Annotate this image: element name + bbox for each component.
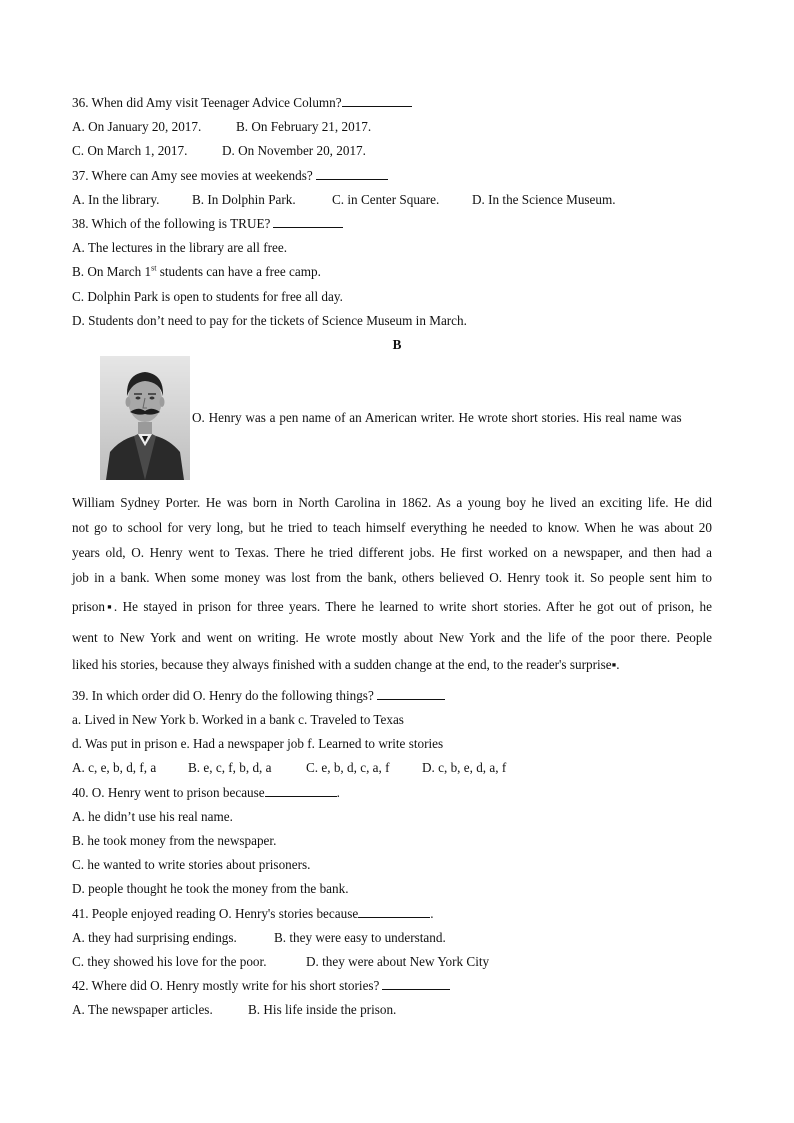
question-39-stem: 39. In which order did O. Henry do the following things? xyxy=(72,687,374,703)
option-40-a[interactable]: A. he didn’t use his real name. xyxy=(72,808,233,824)
answer-blank-39[interactable] xyxy=(377,687,445,700)
question-36-options-row2 xyxy=(72,142,722,166)
option-39-b[interactable]: B. e, c, f, b, d, a xyxy=(188,760,272,776)
option-41-d[interactable]: D. they were about New York City xyxy=(306,953,490,969)
option-41-a[interactable]: A. they had surprising endings. xyxy=(72,929,237,945)
option-36-a[interactable]: A. On January 20, 2017. xyxy=(72,119,202,135)
question-39-options xyxy=(72,759,722,783)
bio-line: job in a bank. When some money was lost from the bank, others believed O. Henry took it. So people sent him to xyxy=(72,569,712,585)
option-36-d[interactable]: D. On November 20, 2017. xyxy=(222,143,366,159)
option-38-b-sup: st xyxy=(151,263,157,273)
question-41-stem: 41. People enjoyed reading O. Henry's stories because xyxy=(72,905,359,921)
question-36 xyxy=(72,94,722,118)
option-41-c[interactable]: C. they showed his love for the poor. xyxy=(72,953,267,969)
bio-line: William Sydney Porter. He was born in North Carolina in 1862. As a young boy he lived an exciting life. He did xyxy=(72,494,712,510)
question-39-items-2: d. Was put in prison e. Had a newspaper job f. Learned to write stories xyxy=(72,736,444,752)
option-41-b[interactable]: B. they were easy to understand. xyxy=(274,929,446,945)
option-39-c[interactable]: C. e, b, d, c, a, f xyxy=(306,760,390,776)
option-40-c[interactable]: C. he wanted to write stories about prisoners. xyxy=(72,857,311,873)
option-38-a[interactable]: A. The lectures in the library are all free. xyxy=(72,240,288,256)
question-36-options-row1 xyxy=(72,118,722,142)
question-42-stem: 42. Where did O. Henry mostly write for his short stories? xyxy=(72,978,380,994)
option-36-b[interactable]: B. On February 21, 2017. xyxy=(236,119,372,135)
option-36-c[interactable]: C. On March 1, 2017. xyxy=(72,143,188,159)
question-37-stem: 37. Where can Amy see movies at weekends? xyxy=(72,167,313,183)
question-42 xyxy=(72,977,722,1001)
answer-blank-41[interactable] xyxy=(358,905,430,918)
option-37-b[interactable]: B. In Dolphin Park. xyxy=(192,191,296,207)
bio-paragraph xyxy=(72,494,712,687)
bio-line: went to New York and went on writing. He wrote mostly about New York and the life of the poor there. People xyxy=(72,629,712,645)
bio-line: years old, O. Henry went to Texas. There he tried different jobs. He first worked on a newspaper, and then had a xyxy=(72,544,712,560)
question-41 xyxy=(72,905,722,929)
bio-line: liked his stories, because they always finished with a sudden change at the end, to the reader's surprise▪. xyxy=(72,656,620,672)
bio-header xyxy=(72,356,722,494)
answer-blank-37[interactable] xyxy=(316,167,388,180)
question-36-stem: 36. When did Amy visit Teenager Advice Column? xyxy=(72,95,342,110)
portrait-photo-icon xyxy=(100,356,190,480)
worksheet-page xyxy=(72,94,722,1026)
option-38-c[interactable]: C. Dolphin Park is open to students for free all day. xyxy=(72,288,343,304)
question-41-end: . xyxy=(430,905,434,921)
option-38-b-post: students can have a free camp. xyxy=(156,264,321,280)
option-39-a[interactable]: A. c, e, b, d, f, a xyxy=(72,760,157,776)
question-40 xyxy=(72,784,722,808)
section-b-title: B xyxy=(392,336,402,352)
option-42-a[interactable]: A. The newspaper articles. xyxy=(72,1002,213,1018)
question-41-options-row2 xyxy=(72,953,722,977)
bio-line: not go to school for very long, but he tried to teach himself everything he needed to know. When he was about 20 xyxy=(72,519,712,535)
answer-blank-38[interactable] xyxy=(273,215,343,228)
option-42-b[interactable]: B. His life inside the prison. xyxy=(248,1002,397,1018)
option-37-d[interactable]: D. In the Science Museum. xyxy=(472,191,616,207)
answer-blank-42[interactable] xyxy=(382,977,450,990)
question-40-end: . xyxy=(336,784,340,800)
answer-blank-40[interactable] xyxy=(265,784,337,797)
question-42-options xyxy=(72,1001,722,1025)
bio-first-line: O. Henry was a pen name of an American writer. He wrote short stories. His real name was xyxy=(192,409,682,425)
question-39 xyxy=(72,687,722,711)
option-40-b[interactable]: B. he took money from the newspaper. xyxy=(72,833,277,848)
answer-blank-36[interactable] xyxy=(342,94,412,107)
bio-line: prison▪. He stayed in prison for three years. There he learned to write short stories. After he got out of prison, he xyxy=(72,598,712,614)
option-37-c[interactable]: C. in Center Square. xyxy=(332,191,440,207)
question-37-options xyxy=(72,191,722,215)
option-39-d[interactable]: D. c, b, e, d, a, f xyxy=(422,760,507,776)
question-40-stem: 40. O. Henry went to prison because xyxy=(72,784,265,800)
option-38-b-pre: B. On March 1 xyxy=(72,264,152,280)
question-41-options-row1 xyxy=(72,929,722,953)
option-38-b[interactable] xyxy=(72,263,722,287)
question-38 xyxy=(72,215,722,239)
option-40-d[interactable]: D. people thought he took the money from the bank. xyxy=(72,881,349,897)
option-37-a[interactable]: A. In the library. xyxy=(72,191,160,207)
question-37 xyxy=(72,167,722,191)
option-38-d[interactable]: D. Students don’t need to pay for the tickets of Science Museum in March. xyxy=(72,312,467,328)
question-38-stem: 38. Which of the following is TRUE? xyxy=(72,215,271,231)
question-39-items-1: a. Lived in New York b. Worked in a bank c. Traveled to Texas xyxy=(72,712,404,728)
